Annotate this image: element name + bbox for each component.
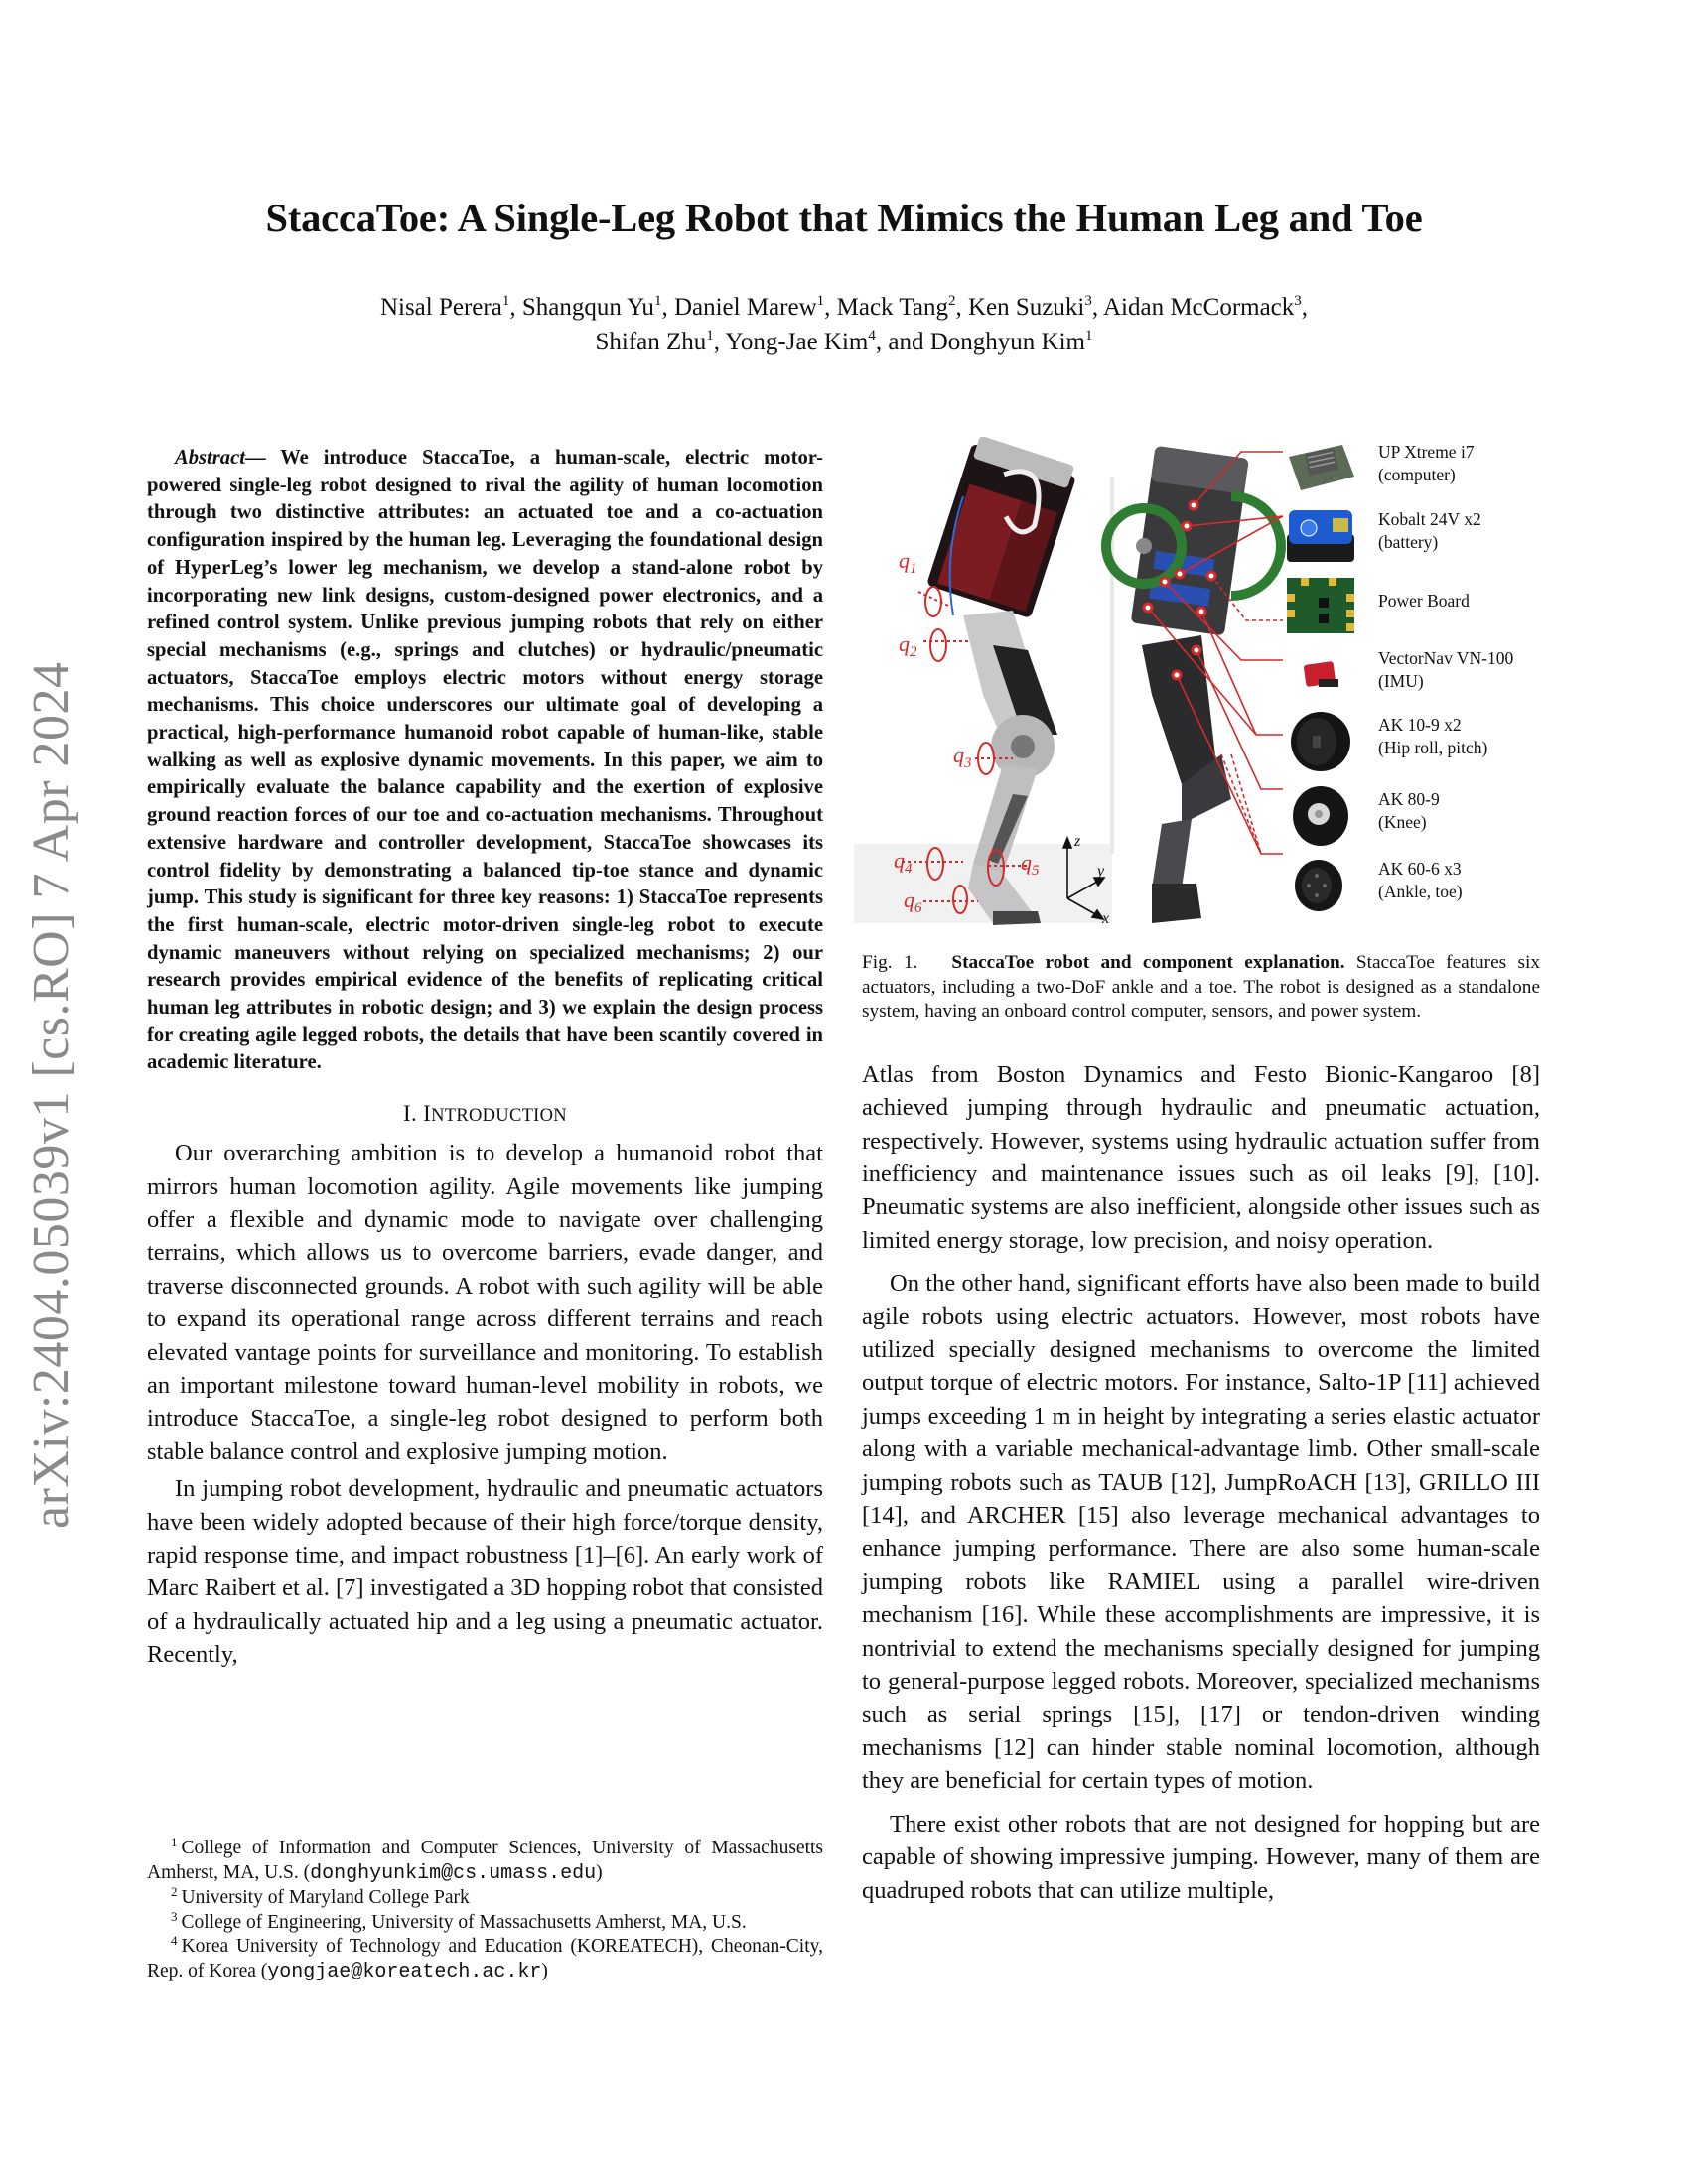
motor-icon <box>1283 710 1358 773</box>
abstract-text: We introduce StaccaToe, a human-scale, electric motor-powered single-leg robot designed to rival the agility of human locomotion through two distinctive attributes: an actuated toe and a co-actuation configuration inspired by the human leg. Leveraging the foundational design of HyperLeg’s lower leg mechanism, we develop a stand-alone robot by incorporating new link designs, custom-designed power electronics, and a refined control system. Unlike previous jumping robots that rely on either special mechanisms (e.g., springs and clutches) or hydraulic/pneumatic actuators, StaccaToe employs electric motors without energy storage mechanisms. This choice underscores our ultimate goal of developing a practical, high-performance humanoid robot capable of human-like, stable walking as well as explosive dynamic movements. In this paper, we aim to empirically evaluate the balance capability and the exertion of explosive ground reaction forces of our toe and co-actuation mechanisms. Throughout extensive hardware and controller development, StaccaToe showcases its control fidelity by demonstrating a balanced tip-toe stance and dynamic jump. This study is significant for three key reasons: 1) StaccaToe represents the first human-scale, electric motor-driven single-leg robot to execute dynamic maneuvers without relying on specialized mechanisms; 2) our research provides empirical evidence of the benefits of replicating critical human leg attributes in robotic design; and 3) we explain the design process for creating agile legged robots, the details that have been scantily covered in academic literature. <box>147 447 823 1074</box>
right-column <box>862 437 1540 1907</box>
author: Mack Tang$^2$, <box>836 293 968 321</box>
paper-title: StaccaToe: A Single-Leg Robot that Mimics the Human Leg and Toe <box>265 196 1423 240</box>
component-name: UP Xtreme i7 <box>1378 442 1475 462</box>
joint-label-q2: $q_2$ <box>899 631 917 660</box>
power-board-icon <box>1283 574 1358 637</box>
author: Daniel Marew$^1$, <box>673 293 837 321</box>
author: Yong-Jae Kim$^4$, and <box>725 328 930 355</box>
axis-label-y: y <box>1097 863 1105 880</box>
component-imu <box>1283 643 1551 713</box>
battery-icon <box>1283 504 1358 568</box>
author-line-2 <box>0 325 1688 359</box>
joint-label-q1: $q_1$ <box>899 548 917 577</box>
component-role: (Knee) <box>1378 812 1427 832</box>
author: Ken Suzuki$^3$, <box>967 293 1103 321</box>
component-knee-motor <box>1283 784 1551 854</box>
axis-label-z: z <box>1074 833 1081 850</box>
axis-label-x: x <box>1102 910 1110 927</box>
figure-1 <box>854 437 1549 933</box>
author-line-1 <box>0 290 1688 325</box>
caption-text: StaccaToe features six actuators, including a two-DoF ankle and a toe. The robot is designed as a standalone system, having an onboard control computer, sensors, and power system. <box>862 952 1540 1023</box>
component-role: (Ankle, toe) <box>1378 882 1463 901</box>
computer-board-icon <box>1283 437 1358 500</box>
robot-cad-render <box>1106 446 1283 923</box>
affiliation-footnotes <box>147 1837 823 1984</box>
left-column <box>147 445 823 1672</box>
component-battery <box>1283 504 1551 574</box>
footnote: $^4$ Korea University of Technology and Education (KOREATECH), Cheonan-City, Rep. of Korea (yongjae@koreatech.ac.kr) <box>147 1933 823 1983</box>
author-list <box>0 290 1688 359</box>
motor-icon <box>1283 784 1358 848</box>
component-role: (Hip roll, pitch) <box>1378 738 1488 757</box>
component-name: AK 10-9 x2 <box>1378 715 1462 735</box>
component-name: VectorNav VN-100 <box>1378 648 1514 668</box>
caption-title: StaccaToe robot and component explanation. <box>951 952 1345 973</box>
joint-label-q3: $q_3$ <box>953 743 972 771</box>
component-name: AK 80-9 <box>1378 789 1440 809</box>
intro-paragraph: Our overarching ambition is to develop a humanoid robot that mirrors human locomotion agility. Agile movements like jumping offer a flexible and dynamic mode to navigate over challenging terrains, which allows us to overcome barriers, evade danger, and traverse disconnected grounds. A robot with such agility will be able to expand its operational range across different terrains and reach elevated vantage points for surveillance and monitoring. To establish an important milestone toward human-level mobility in robots, we introduce StaccaToe, a single-leg robot designed to perform both stable balance control and explosive jumping motion. <box>147 1140 823 1465</box>
author: Shifan Zhu$^1$, <box>595 328 726 355</box>
motor-icon <box>1283 854 1358 917</box>
component-computer <box>1283 437 1551 506</box>
author: Nisal Perera$^1$, <box>379 293 522 321</box>
footnote: $^1$ College of Information and Computer Sciences, University of Massachusetts Amherst, MA, U.S. (donghyunkim@cs.umass.edu) <box>147 1835 823 1885</box>
joint-label-q5: $q_5$ <box>1021 850 1040 879</box>
imu-icon <box>1283 643 1358 707</box>
intro-paragraph: Atlas from Boston Dynamics and Festo Bionic-Kangaroo [8] achieved jumping through hydraulic and pneumatic actuation, respectively. However, systems using hydraulic actuation suffer from inefficiency and maintenance issues such as oil leaks [9], [10]. Pneumatic systems are also inefficient, alongside other issues such as limited energy storage, low precision, and noisy operation. <box>862 1060 1540 1254</box>
component-name: AK 60-6 x3 <box>1378 859 1462 879</box>
component-ankle-toe-motor <box>1283 854 1551 923</box>
joint-label-q6: $q_6$ <box>904 887 922 916</box>
author: Aidan McCormack$^3$, <box>1102 293 1309 321</box>
email-link[interactable]: donghyunkim@cs.umass.edu <box>310 1861 597 1885</box>
robot-photo <box>854 437 1112 933</box>
footnote: $^2$ University of Maryland College Park <box>171 1884 470 1908</box>
section-heading-introduction: I. INTRODUCTION <box>403 1101 567 1127</box>
author: Shangqun Yu$^1$, <box>521 293 674 321</box>
figure-caption <box>862 951 1540 1024</box>
intro-paragraph: On the other hand, significant efforts have also been made to build agile robots using electric actuators. However, most robots have utilized specially designed mechanisms to overcome the limited output torque of electric motors. For instance, Salto-1P [11] achieved jumps exceeding 1 m in height by integrating a series elastic actuator along with a variable mechanical-advantage limb. Other small-scale jumping robots such as TAUB [12], JumpRoACH [13], GRILLO III [14], and ARCHER [15] also leverage mechanical advantages to enhance jumping performance. There are also some human-scale jumping robots like RAMIEL using a parallel wire-driven mechanism [16]. While these accomplishments are impressive, it is nontrivial to extend the mechanisms specially designed for jumping to general-purpose legged robots. Moreover, specialized mechanisms such as serial springs [15], [17] or tendon-driven winding mechanisms [12] can hinder stable nominal locomotion, although they are beneficial for certain types of motion. <box>862 1270 1540 1795</box>
component-role: (battery) <box>1378 532 1439 552</box>
footnote: $^3$ College of Engineering, University of Massachusetts Amherst, MA, U.S. <box>171 1908 747 1933</box>
email-link[interactable]: yongjae@koreatech.ac.kr <box>267 1960 542 1983</box>
abstract-label: Abstract <box>175 447 245 469</box>
intro-paragraph: There exist other robots that are not designed for hopping but are capable of showing impressive jumping. However, many of them are quadruped robots that can utilize multiple, <box>862 1810 1540 1904</box>
component-name: Power Board <box>1378 591 1470 611</box>
component-role: (IMU) <box>1378 671 1424 691</box>
author: Donghyun Kim$^1$ <box>929 328 1093 355</box>
arxiv-identifier-stamp: arXiv:2404.05039v1 [cs.RO] 7 Apr 2024 <box>23 661 79 1529</box>
component-hip-motor <box>1283 710 1551 779</box>
figure-label: Fig. 1. <box>862 952 918 973</box>
component-power-board <box>1283 574 1551 643</box>
component-role: (computer) <box>1378 465 1456 484</box>
joint-label-q4: $q_4$ <box>894 848 913 877</box>
abstract: Abstract— We introduce StaccaToe, a human-scale, electric motor-powered single-leg robot designed to rival the agility of human locomotion through two distinctive attributes: an actuated toe and a co-actuation configuration inspired by the human leg. Leveraging the foundational design of HyperLeg’s lower leg mechanism, we develop a stand-alone robot by incorporating new link designs, custom-designed power electronics, and a refined control system. Unlike previous jumping robots that rely on either special mechanisms (e.g., springs and clutches) or hydraulic/pneumatic actuators, StaccaToe employs electric motors without energy storage mechanisms. This choice underscores our ultimate goal of developing a practical, high-performance humanoid robot capable of human-like, stable walking as well as explosive dynamic movements. In this paper, we aim to empirically evaluate the balance capability and the exertion of explosive ground reaction forces of our toe and co-actuation mechanisms. Throughout extensive hardware and controller development, StaccaToe showcases its control fidelity by demonstrating a balanced tip-toe stance and dynamic jump. This study is significant for three key reasons: 1) StaccaToe represents the first human-scale, electric motor-driven single-leg robot to execute dynamic maneuvers without relying on specialized mechanisms; 2) our research provides empirical evidence of the benefits of replicating critical human leg attributes in robotic design; and 3) we explain the design process for creating agile legged robots, the details that have been scantily covered in academic literature. <box>147 447 823 1074</box>
intro-paragraph: In jumping robot development, hydraulic and pneumatic actuators have been widely adopted because of their high force/torque density, rapid response time, and impact robustness [1]–[6]. An early work of Marc Raibert et al. [7] investigated a 3D hopping robot that consisted of a hydraulically actuated hip and a leg using a pneumatic actuator. Recently, <box>147 1475 823 1669</box>
intro-continued <box>862 1058 1540 1907</box>
component-name: Kobalt 24V x2 <box>1378 509 1481 529</box>
